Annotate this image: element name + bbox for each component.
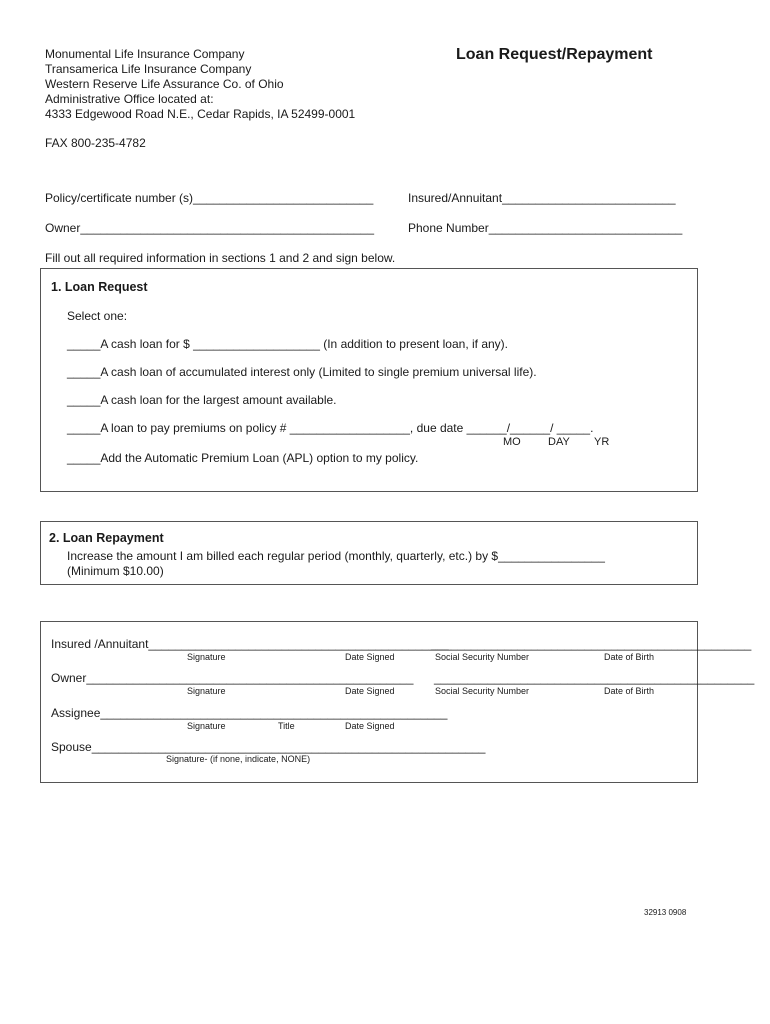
repayment-minimum-note: (Minimum $10.00) [67,564,164,578]
owner-date-signed-label: Date Signed [345,686,395,696]
option-cash-loan-amount[interactable]: _____A cash loan for $ ___________________ (In addition to present loan, if any). [67,337,509,351]
date-label-day: DAY [548,436,570,448]
option-premium-loan[interactable]: _____A loan to pay premiums on policy # __________________, due date ______/______/ _____. [67,421,594,435]
loan-repayment-section [40,521,698,585]
admin-address: 4333 Edgewood Road N.E., Cedar Rapids, IA 52499-0001 [45,107,356,121]
phone-number-field[interactable]: Phone Number_____________________________ [408,221,683,235]
option-largest-amount-loan[interactable]: _____A cash loan for the largest amount available. [67,393,337,407]
assignee-title-label: Title [278,721,295,731]
insured-ssn-dob-line[interactable]: ________________________________________________ [431,637,752,651]
signature-section [40,621,755,783]
owner-ssn-dob-line[interactable]: ________________________________________________ [434,671,755,685]
loan-request-heading: 1. Loan Request [51,280,148,294]
company-name-1: Monumental Life Insurance Company [45,47,245,61]
policy-number-field[interactable]: Policy/certificate number (s)___________________________ [45,191,374,205]
assignee-signature-line[interactable]: Assignee____________________________________________________ [51,706,448,720]
form-title: Loan Request/Repayment [456,46,653,63]
insured-date-signed-label: Date Signed [345,652,395,662]
loan-repayment-heading: 2. Loan Repayment [49,531,164,545]
company-name-3: Western Reserve Life Assurance Co. of Ohio [45,77,284,91]
owner-signature-line[interactable]: Owner_________________________________________________ [51,671,414,685]
company-name-2: Transamerica Life Insurance Company [45,62,252,76]
owner-signature-label: Signature [187,686,226,696]
select-one-label: Select one: [67,309,128,323]
insured-dob-label: Date of Birth [604,652,655,662]
date-label-mo: MO [503,436,521,448]
date-label-yr: YR [594,436,610,448]
instruction-text: Fill out all required information in sections 1 and 2 and sign below. [45,251,396,265]
loan-request-section [40,268,698,492]
option-accumulated-interest-loan[interactable]: _____A cash loan of accumulated interest only (Limited to single premium universal life). [67,365,537,379]
owner-field[interactable]: Owner____________________________________________ [45,221,374,235]
insured-signature-line[interactable]: Insured /Annuitant_____________________________________________ [51,637,449,651]
assignee-signature-label: Signature [187,721,226,731]
owner-dob-label: Date of Birth [604,686,655,696]
fax-number: FAX 800-235-4782 [45,136,146,150]
insured-ssn-label: Social Security Number [435,652,530,662]
admin-office-label: Administrative Office located at: [45,92,214,106]
repayment-amount-field[interactable]: Increase the amount I am billed each regular period (monthly, quarterly, etc.) by $________________ [67,549,605,563]
option-apl[interactable]: _____Add the Automatic Premium Loan (APL) option to my policy. [67,451,419,465]
form-number: 32913 0908 [644,908,687,917]
insured-annuitant-field[interactable]: Insured/Annuitant__________________________ [408,191,676,205]
insured-signature-label: Signature [187,652,226,662]
assignee-date-signed-label: Date Signed [345,721,395,731]
owner-ssn-label: Social Security Number [435,686,530,696]
spouse-signature-line[interactable]: Spouse___________________________________________________________ [51,740,486,754]
spouse-signature-note: Signature- (if none, indicate, NONE) [166,754,311,764]
